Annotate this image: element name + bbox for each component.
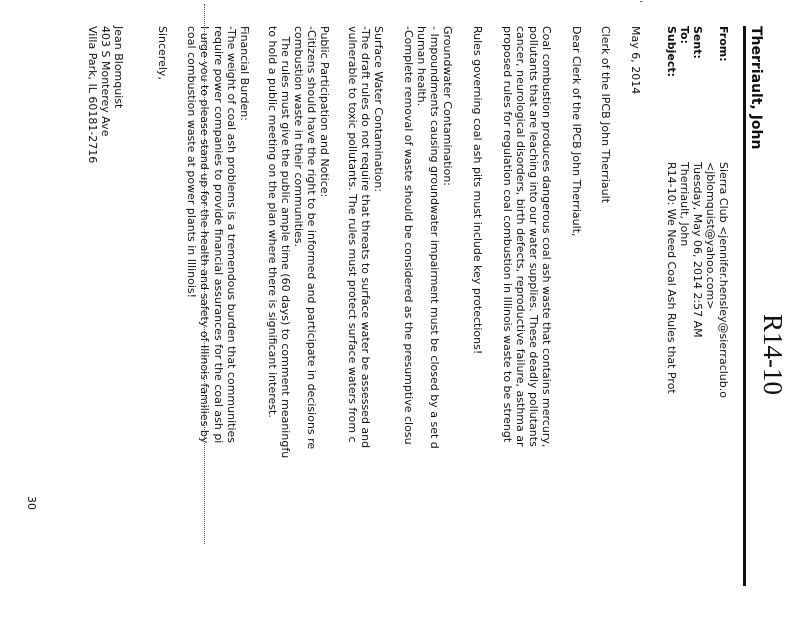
date-line: May 6, 2014 <box>629 26 642 95</box>
page-number: 30 <box>25 496 38 510</box>
rules-line: Rules governing coal ash pits must include key protections! <box>471 26 484 355</box>
text-line: -The draft rules do not require that threats to surface water be assessed and <box>359 26 372 449</box>
text-line: coal combustion waste at power plants in Illinois! <box>185 26 198 299</box>
case-number: R14-10 <box>758 314 788 395</box>
section-heading: Public Participation and Notice: <box>318 26 331 198</box>
sent-label: Sent: <box>691 26 704 59</box>
urge-paragraph <box>185 26 211 443</box>
salutation: Dear Clerk of the IPCB John Therriault, <box>570 26 583 237</box>
text-line: I urge you to please stand up for the health and safety of Illinois families by <box>198 26 211 444</box>
sent-value: Tuesday, May 06, 2014 2:57 AM <box>691 162 704 338</box>
subject-value: R14-10: We Need Coal Ash Rules that Prot <box>665 162 678 394</box>
text-line: human health. <box>415 26 428 107</box>
to-value: Therriault, John <box>678 162 691 247</box>
sender-header-bar <box>743 26 764 586</box>
text-line: require power companies to provide financial assurances for the coal ash pi <box>212 26 225 444</box>
text-line: - Impoundments causing groundwater impairment must be closed by a set d <box>428 26 441 449</box>
section-heading: Surface Water Contamination: <box>372 26 385 193</box>
section-heading: Financial Burden: <box>238 26 251 121</box>
scan-mark: ˈ <box>632 0 643 3</box>
scan-dotted-line <box>204 4 205 544</box>
text-line: -Complete removal of waste should be considered as the presumptive closu <box>402 26 415 445</box>
from-value: Sierra Club <jennifer.hensley@sierraclub.o <box>717 162 730 398</box>
financial-burden-paragraph <box>212 26 251 443</box>
text-line: proposed rules for regulation coal combustion in Illinois waste to be strengt <box>501 26 514 443</box>
public-participation-paragraph <box>266 26 331 458</box>
subject-label: Subject: <box>665 26 678 78</box>
intro-paragraph <box>501 26 553 447</box>
sender-name: Therriault, John <box>748 26 764 150</box>
signer-name: Jean Blomquist <box>112 26 125 109</box>
signature-block <box>86 26 125 163</box>
recipient-line: Clerk of the IPCB John Therriault <box>599 26 612 204</box>
text-line: cancer, neurological disorders, birth defects, reproductive failure, asthma ar <box>514 26 527 447</box>
groundwater-paragraph <box>402 26 454 449</box>
surface-water-paragraph <box>346 26 385 448</box>
text-line: pollutants that are leaching into our water supplies. These deadly pollutants <box>527 26 540 447</box>
text-line: -The weight of coal ash problems is a tremendous burden that communities <box>225 26 238 444</box>
text-line: -Citizens should have the right to be informed and participate in decisions re <box>305 26 318 450</box>
to-label: To: <box>678 26 691 44</box>
text-line: combustion waste in their communities. <box>292 26 305 248</box>
signer-street: 403 S Monterey Ave <box>99 26 112 137</box>
text-line: vulnerable to toxic pollutants. The rules must protect surface waters from c <box>346 26 359 443</box>
from-value-cont: <jblomquist@yahoo.com> <box>704 162 717 310</box>
text-line: The rules must give the public ample time (60 days) to comment meaningfu <box>279 26 292 459</box>
section-heading: Groundwater Contamination: <box>441 26 454 186</box>
from-label: From: <box>717 26 730 62</box>
signer-city: Villa Park, IL 60181-2716 <box>86 26 99 164</box>
closing: Sincerely, <box>156 26 169 80</box>
text-line: Coal combustion produces dangerous coal ash waste that contains mercury, <box>540 26 553 448</box>
text-line: to hold a public meeting on the plan where there is significant interest. <box>266 26 279 418</box>
